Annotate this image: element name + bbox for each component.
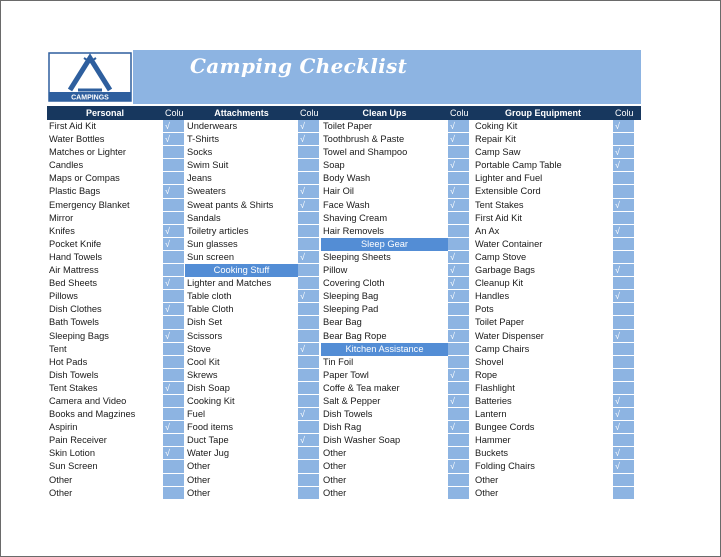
checklist-item: Soap [323, 160, 345, 171]
check-cell[interactable] [613, 185, 634, 198]
check-cell[interactable] [163, 356, 184, 369]
check-cell[interactable] [613, 487, 634, 500]
checklist-item: T-Shirts [187, 134, 220, 145]
check-cell[interactable] [448, 474, 469, 487]
check-cell[interactable]: √ [163, 120, 184, 133]
checklist-item: Dish Towels [49, 369, 99, 380]
check-cell[interactable] [448, 434, 469, 447]
check-cell[interactable]: √ [448, 199, 469, 212]
check-cell[interactable]: √ [163, 330, 184, 343]
check-cell[interactable] [163, 146, 184, 159]
check-cell[interactable] [298, 356, 319, 369]
check-cell[interactable] [613, 474, 634, 487]
checklist-item: Bear Bag [323, 317, 362, 328]
checklist-item: Shaving Cream [323, 212, 388, 223]
check-cell[interactable] [613, 238, 634, 251]
checklist-item: Pain Receiver [49, 435, 107, 446]
header-colu-2: Colu [298, 106, 321, 120]
check-cell[interactable] [163, 199, 184, 212]
check-cell[interactable] [298, 487, 319, 500]
checklist-item: Sleeping Sheets [323, 251, 391, 262]
checklist-item: Sweat pants & Shirts [187, 199, 274, 210]
page-title: Camping Checklist [190, 54, 408, 78]
checklist-item: Bear Bag Rope [323, 330, 387, 341]
check-cell[interactable]: √ [448, 159, 469, 172]
check-cell[interactable]: √ [448, 277, 469, 290]
check-cell[interactable] [163, 172, 184, 185]
check-cell[interactable]: √ [448, 421, 469, 434]
checklist-item: Water Container [475, 238, 543, 249]
check-cell[interactable]: √ [163, 277, 184, 290]
check-cell[interactable] [448, 382, 469, 395]
check-cell[interactable] [298, 421, 319, 434]
check-cell[interactable] [613, 251, 634, 264]
checklist-item: Hair Oil [323, 186, 354, 197]
checklist-item: Portable Camp Table [475, 160, 562, 171]
checklist-item: Camp Saw [475, 147, 521, 158]
check-cell[interactable]: √ [298, 434, 319, 447]
check-cell[interactable]: √ [448, 133, 469, 146]
check-cell[interactable]: √ [163, 185, 184, 198]
header-personal: Personal [47, 106, 163, 120]
checklist-item: Other [323, 461, 347, 472]
checklist-item: Hand Towels [49, 251, 103, 262]
checklist-item: Toiletry articles [187, 225, 249, 236]
check-cell[interactable] [448, 408, 469, 421]
checklist-item: Camera and Video [49, 395, 127, 406]
check-cell[interactable]: √ [448, 290, 469, 303]
check-cell[interactable] [163, 369, 184, 382]
check-cell[interactable]: √ [613, 460, 634, 473]
checklist-item: Body Wash [323, 173, 371, 184]
personal-column [47, 120, 163, 500]
checklist-item: Books and Magzines [49, 409, 136, 420]
check-cell[interactable] [613, 434, 634, 447]
checklist-item: Sleeping Bag [323, 291, 379, 302]
check-cell[interactable] [448, 238, 469, 251]
checklist-item: Jeans [187, 173, 212, 184]
check-cell[interactable] [163, 487, 184, 500]
check-cell[interactable] [163, 290, 184, 303]
checklist-item: Other [187, 461, 211, 472]
checklist-item: Covering Cloth [323, 278, 385, 289]
check-cell[interactable] [163, 434, 184, 447]
checklist-item: Garbage Bags [475, 265, 535, 276]
check-cell[interactable] [298, 146, 319, 159]
checklist-item: Candles [49, 160, 84, 171]
header-colu-3: Colu [448, 106, 473, 120]
checklist-item: Cooking Kit [187, 395, 235, 406]
check-cell[interactable] [298, 474, 319, 487]
check-cell[interactable]: √ [613, 408, 634, 421]
check-cell[interactable]: √ [613, 290, 634, 303]
check-cell[interactable]: √ [448, 369, 469, 382]
checklist-item: Pots [475, 304, 494, 315]
checklist-item: Other [49, 474, 73, 485]
check-cell[interactable] [448, 172, 469, 185]
checklist-item: Other [323, 474, 347, 485]
checklist-item: Tent Stakes [49, 382, 98, 393]
check-cell[interactable] [163, 343, 184, 356]
check-cell[interactable] [298, 212, 319, 225]
checklist-item: Stove [187, 343, 211, 354]
checklist-item: Other [187, 474, 211, 485]
checklist-item: Tent [49, 343, 67, 354]
checklist-item: Water Jug [187, 448, 230, 459]
check-cell[interactable] [163, 395, 184, 408]
checklist-item: Fuel [187, 409, 206, 420]
checklist-item: Socks [187, 147, 213, 158]
checklist-item: Dish Rag [323, 422, 362, 433]
check-cell[interactable]: √ [298, 120, 319, 133]
check-cell[interactable] [613, 277, 634, 290]
check-cell[interactable]: √ [163, 303, 184, 316]
check-cell[interactable]: √ [613, 146, 634, 159]
check-cell[interactable] [163, 408, 184, 421]
checklist-item: Lighter and Fuel [475, 173, 543, 184]
checklist-item: Skin Lotion [49, 448, 95, 459]
check-cell[interactable] [298, 330, 319, 343]
check-cell[interactable] [163, 212, 184, 225]
checklist-item: Hot Pads [49, 356, 88, 367]
checklist-item: Shovel [475, 356, 504, 367]
checklist-item: Pillow [323, 265, 348, 276]
check-cell[interactable] [448, 146, 469, 159]
check-cell[interactable] [298, 369, 319, 382]
checklist-item: Bed Sheets [49, 278, 98, 289]
cleanups-check-column [448, 120, 469, 500]
check-cell[interactable]: √ [298, 290, 319, 303]
checklist-item: Lantern [475, 409, 507, 420]
check-cell[interactable]: √ [163, 382, 184, 395]
check-cell[interactable] [163, 159, 184, 172]
check-cell[interactable] [448, 487, 469, 500]
attachments-check-column [298, 120, 319, 500]
checklist-item: Swim Suit [187, 160, 229, 171]
check-cell[interactable]: √ [613, 120, 634, 133]
checklist-item: Camp Stove [475, 251, 527, 262]
checklist-item: An Ax [475, 225, 500, 236]
check-cell[interactable]: √ [448, 330, 469, 343]
check-cell[interactable] [448, 212, 469, 225]
checklist-item: Plastic Bags [49, 186, 101, 197]
check-cell[interactable] [613, 316, 634, 329]
check-cell[interactable] [613, 212, 634, 225]
header-colu-1: Colu [165, 108, 184, 118]
checklist-item: Water Bottles [49, 134, 105, 145]
header-colu-4: Colu [613, 106, 641, 120]
checklist-item: Cool Kit [187, 356, 220, 367]
check-cell[interactable] [163, 474, 184, 487]
checklist-item: Dish Clothes [49, 304, 102, 315]
checklist-item: Dish Towels [323, 409, 373, 420]
checklist-item: Paper Towl [323, 369, 369, 380]
checklist-item: Bath Towels [49, 317, 99, 328]
checklist-item: First Aid Kit [475, 212, 523, 223]
check-cell[interactable]: √ [448, 460, 469, 473]
header-group-equipment: Group Equipment [473, 106, 613, 120]
check-cell[interactable]: √ [298, 199, 319, 212]
check-cell[interactable] [613, 172, 634, 185]
check-cell[interactable]: √ [163, 447, 184, 460]
checklist-item: Tent Stakes [475, 199, 524, 210]
checklist-item: Sun Screen [49, 461, 98, 472]
section-header: Cooking Stuff [185, 264, 298, 277]
checklist-item: Hair Removels [323, 225, 384, 236]
check-cell[interactable]: √ [163, 133, 184, 146]
checklist-item: Batteries [475, 395, 512, 406]
check-cell[interactable]: √ [298, 133, 319, 146]
checklist-item: Face Wash [323, 199, 370, 210]
check-cell[interactable] [163, 316, 184, 329]
check-cell[interactable] [298, 447, 319, 460]
checklist-item: Food items [187, 422, 233, 433]
checklist-item: Cleanup Kit [475, 278, 524, 289]
checklist-item: Other [475, 474, 499, 485]
checklist-item: Hammer [475, 435, 511, 446]
check-cell[interactable]: √ [613, 225, 634, 238]
group-equipment-column [473, 120, 613, 500]
checklist-item: Extensible Cord [475, 186, 541, 197]
checklist-item: Mirror [49, 212, 74, 223]
check-cell[interactable] [448, 356, 469, 369]
check-cell[interactable] [448, 447, 469, 460]
check-cell[interactable] [613, 382, 634, 395]
check-cell[interactable]: √ [613, 264, 634, 277]
checklist-item: Sweaters [187, 186, 226, 197]
checklist-item: Duct Tape [187, 435, 229, 446]
logo-text: CAMPINGS [71, 94, 109, 102]
checklist-item: Toilet Paper [323, 121, 373, 131]
checklist-item: Pocket Knife [49, 238, 102, 249]
checklist-item: Aspirin [49, 422, 78, 433]
checklist-item: Other [323, 448, 347, 459]
header-attachments: Attachments [185, 106, 298, 120]
checklist-item: Table cloth [187, 291, 232, 302]
section-header: Kitchen Assistance [321, 343, 448, 356]
check-cell[interactable]: √ [298, 185, 319, 198]
check-cell[interactable] [298, 225, 319, 238]
check-cell[interactable] [613, 133, 634, 146]
checklist-item: Maps or Compas [49, 173, 120, 184]
checklist-item: Salt & Pepper [323, 395, 381, 406]
personal-check-column [163, 120, 184, 500]
checklist-item: Emergency Blanket [49, 199, 130, 210]
checklist-item: Underwears [187, 121, 238, 131]
checklist-item: Other [475, 487, 499, 498]
check-cell[interactable]: √ [613, 199, 634, 212]
check-cell[interactable]: √ [298, 251, 319, 264]
checklist-item: Repair Kit [475, 134, 516, 145]
check-cell[interactable] [298, 172, 319, 185]
checklist-item: Buckets [475, 448, 509, 459]
checklist-item: Knifes [49, 225, 75, 236]
checklist-item: Camp Chairs [475, 343, 530, 354]
checklist-item: Scissors [187, 330, 223, 341]
checklist-item: Water Dispenser [475, 330, 544, 341]
check-cell[interactable]: √ [448, 264, 469, 277]
check-cell[interactable] [298, 395, 319, 408]
checklist-item: Sleeping Bags [49, 330, 109, 341]
check-cell[interactable] [298, 382, 319, 395]
check-cell[interactable] [613, 356, 634, 369]
check-cell[interactable] [298, 159, 319, 172]
checklist-item: Sun screen [187, 251, 235, 262]
checklist-item: Toilet Paper [475, 317, 525, 328]
checklist-item: Bungee Cords [475, 422, 535, 433]
check-cell[interactable] [163, 251, 184, 264]
checklist-item: Air Mattress [49, 265, 99, 276]
checklist-item: Skrews [187, 369, 218, 380]
check-cell[interactable] [298, 460, 319, 473]
checklist-item: Other [323, 487, 347, 498]
check-cell[interactable]: √ [163, 238, 184, 251]
section-header: Sleep Gear [321, 238, 448, 251]
checklist-item: Coffe & Tea maker [323, 382, 400, 393]
checklist-item: Toothbrush & Paste [323, 134, 405, 145]
check-cell[interactable] [163, 264, 184, 277]
checklist-item: Folding Chairs [475, 461, 535, 472]
checklist-item: Rope [475, 369, 498, 380]
checklist-item: Dish Soap [187, 382, 230, 393]
check-cell[interactable] [298, 316, 319, 329]
check-cell[interactable]: √ [448, 120, 469, 133]
check-cell[interactable] [298, 238, 319, 251]
check-cell[interactable]: √ [613, 447, 634, 460]
check-cell[interactable]: √ [448, 395, 469, 408]
check-cell[interactable]: √ [163, 225, 184, 238]
checklist-item: Lighter and Matches [187, 278, 272, 289]
check-cell[interactable] [613, 343, 634, 356]
check-cell[interactable]: √ [298, 408, 319, 421]
checklist-item: Flashlight [475, 382, 515, 393]
checklist-item: Pillows [49, 291, 78, 302]
checklist-item: Table Cloth [187, 304, 234, 315]
checklist-item: Matches or Lighter [49, 147, 126, 158]
attachments-column [185, 120, 298, 500]
logo [48, 52, 132, 102]
check-cell[interactable]: √ [448, 185, 469, 198]
header-cleanups: Clean Ups [321, 106, 448, 120]
check-cell[interactable]: √ [298, 343, 319, 356]
check-cell[interactable]: √ [163, 421, 184, 434]
check-cell[interactable]: √ [613, 395, 634, 408]
checklist-item: First Aid Kit [49, 121, 97, 131]
group-check-column [613, 120, 634, 500]
check-cell[interactable]: √ [613, 330, 634, 343]
check-cell[interactable] [448, 225, 469, 238]
checklist-item: Towel and Shampoo [323, 147, 408, 158]
checklist-item: Sleeping Pad [323, 304, 379, 315]
checklist-item: Sandals [187, 212, 221, 223]
checklist-item: Tin Foil [323, 356, 354, 367]
check-cell[interactable] [448, 343, 469, 356]
check-cell[interactable]: √ [613, 159, 634, 172]
checklist-item: Other [187, 487, 211, 498]
checklist-item: Coking Kit [475, 121, 518, 131]
check-cell[interactable] [448, 316, 469, 329]
cleanups-column [321, 120, 448, 500]
check-cell[interactable] [298, 303, 319, 316]
checklist-item: Other [49, 487, 73, 498]
check-cell[interactable] [613, 369, 634, 382]
checklist-item: Dish Set [187, 317, 223, 328]
check-cell[interactable]: √ [448, 251, 469, 264]
check-cell[interactable] [298, 277, 319, 290]
check-cell[interactable] [448, 303, 469, 316]
checklist-item: Dish Washer Soap [323, 435, 401, 446]
checklist-item: Sun glasses [187, 238, 238, 249]
check-cell[interactable] [163, 460, 184, 473]
check-cell[interactable] [298, 264, 319, 277]
check-cell[interactable] [613, 303, 634, 316]
checklist-item: Handles [475, 291, 510, 302]
check-cell[interactable]: √ [613, 421, 634, 434]
